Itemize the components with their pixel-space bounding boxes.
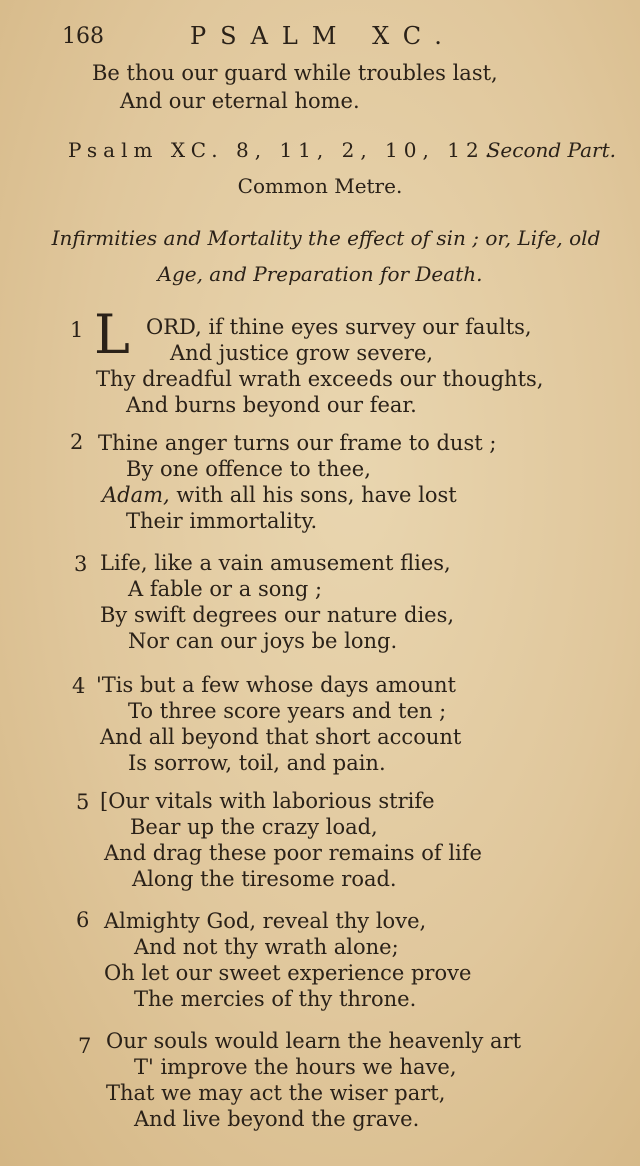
verse-line: Is sorrow, toil, and pain. [128, 751, 386, 775]
theme-line: Age, and Preparation for Death. [157, 262, 483, 286]
verse-line: By one offence to thee, [126, 457, 371, 481]
verse-line: Their immortality. [126, 509, 318, 533]
verse-number: 5 [76, 790, 90, 814]
verse-line: And justice grow severe, [170, 341, 434, 365]
verse-line: And our eternal home. [120, 89, 360, 113]
running-header [0, 22, 640, 54]
verse-number: 4 [72, 674, 86, 698]
verse-number: 7 [78, 1034, 92, 1058]
verse-line: And live beyond the grave. [134, 1107, 420, 1131]
italic-name: Adam, [102, 483, 170, 507]
verse-line: And not thy wrath alone; [134, 935, 399, 959]
verse-line: Thine anger turns our frame to dust ; [98, 431, 497, 455]
page-number: 168 [62, 24, 104, 49]
verse-line: Our souls would learn the heavenly art [106, 1029, 522, 1053]
verse-line: 'Tis but a few whose days amount [96, 673, 456, 697]
verse-line-rest: with all his sons, have lost [176, 483, 457, 507]
verse-line: [Our vitals with laborious strife [100, 789, 435, 813]
verse-line: And all beyond that short account [100, 725, 462, 749]
verse-line: And burns beyond our fear. [126, 393, 417, 417]
drop-cap: L [94, 303, 130, 366]
theme-line: Infirmities and Mortality the effect of sin ; or, Life, old [51, 226, 601, 250]
verse-line: The mercies of thy throne. [134, 987, 417, 1011]
verse-line: ORD, if thine eyes survey our faults, [146, 315, 532, 339]
verse-line: Along the tiresome road. [132, 867, 397, 891]
psalm-subheading [68, 138, 628, 166]
verse-line: A fable or a song ; [128, 577, 323, 601]
verse-line: By swift degrees our nature dies, [100, 603, 455, 627]
verse-line: Thy dreadful wrath exceeds our thoughts, [96, 367, 544, 391]
verse-line: Be thou our guard while troubles last, [92, 61, 498, 85]
verse-number: 2 [70, 430, 84, 454]
verse-line: And drag these poor remains of life [104, 841, 482, 865]
psalm-reference: Psalm XC. 8, 11, 2, 10, 12. [68, 138, 498, 162]
verse-line: Oh let our sweet experience prove [104, 961, 472, 985]
verse-line: T' improve the hours we have, [134, 1055, 457, 1079]
verse-line: That we may act the wiser part, [106, 1081, 446, 1105]
verse-number: 1 [70, 318, 84, 342]
verse-number: 6 [76, 908, 90, 932]
verse-line [102, 482, 457, 508]
verse-line: To three score years and ten ; [128, 699, 447, 723]
verse-line: Bear up the crazy load, [130, 815, 378, 839]
part-label: Second Part. [486, 138, 616, 162]
verse-number: 3 [74, 552, 88, 576]
verse-line: Life, like a vain amusement flies, [100, 551, 451, 575]
verse-line: Almighty God, reveal thy love, [104, 909, 427, 933]
page-title: PSALM XC. [190, 22, 456, 50]
metre-label: Common Metre. [237, 174, 403, 198]
verse-line: Nor can our joys be long. [128, 629, 398, 653]
